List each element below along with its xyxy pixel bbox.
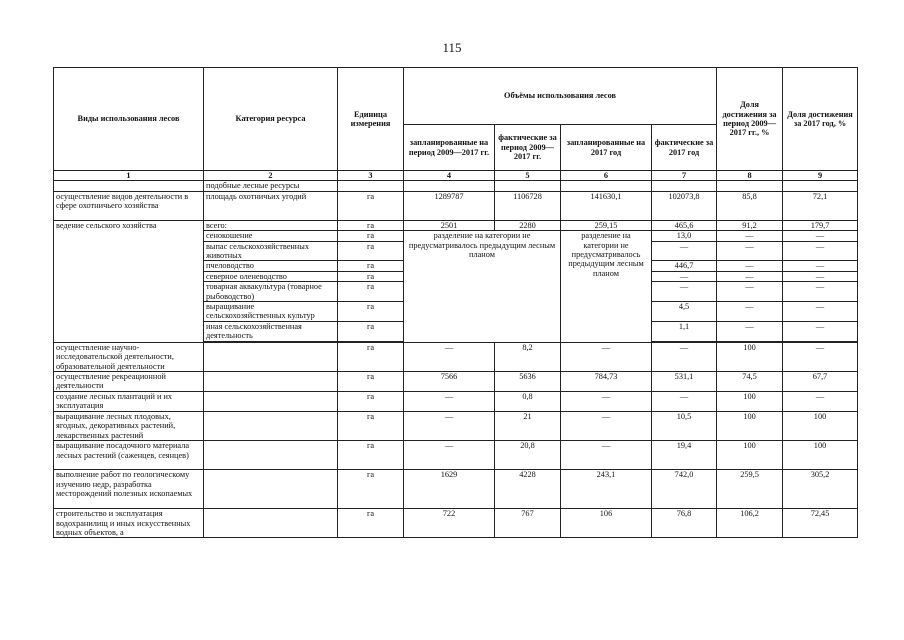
value-cell: 100 [717,441,783,470]
unit-cell: га [338,371,404,391]
value-cell: 2280 [495,220,561,230]
value-cell: 465,6 [652,220,717,230]
value-cell: — [652,271,717,281]
value-cell: 21 [495,411,561,440]
value-cell: — [783,282,858,302]
value-cell: — [717,261,783,271]
table-row [54,411,858,440]
value-cell: — [652,241,717,261]
value-cell: 5636 [495,371,561,391]
type-cell: осуществление видов деятельности в сфере охотничьего хозяйства [54,191,204,220]
table-row [54,391,858,411]
category-cell: выращивание сельскохозяйственных культур [204,302,338,322]
value-cell: 100 [783,441,858,470]
category-cell: пчеловодство [204,261,338,271]
unit-cell: га [338,220,404,230]
value-cell: — [783,261,858,271]
type-cell: выращивание лесных плодовых, ягодных, декоративных растений, лекарственных растений [54,411,204,440]
type-cell: ведение сельского хозяйства [54,220,204,342]
value-cell: — [652,342,717,371]
value-cell: 1629 [404,470,495,509]
table-row [54,509,858,538]
table-row [54,191,858,220]
value-cell: 4228 [495,470,561,509]
category-cell: подобные лесные ресурсы [204,181,338,191]
value-cell: 259,5 [717,470,783,509]
type-cell: выращивание посадочного материала лесных растений (саженцев, сеянцев) [54,441,204,470]
header-share-period: Доля достижения за период 2009—2017 гг., % [717,68,783,171]
merged-note-2017: разделение на категории не предусматривалось предыдущим лесным планом [561,231,652,342]
merged-note-period: разделение на категории не предусматривалось предыдущим лесным планом [404,231,561,342]
unit-cell: га [338,302,404,322]
value-cell: 85,8 [717,191,783,220]
type-cell: выполнение работ по геологическому изучению недр, разработка месторождений полезных ископаемых [54,470,204,509]
value-cell: — [783,391,858,411]
unit-cell: га [338,470,404,509]
value-cell: — [561,411,652,440]
header-unit: Единица измерения [338,68,404,171]
unit-cell: га [338,241,404,261]
type-cell: осуществление рекреационной деятельности [54,371,204,391]
column-numbers-row [54,171,858,181]
value-cell: — [783,302,858,322]
col-number: 6 [561,171,652,181]
value-cell: 2501 [404,220,495,230]
value-cell: 767 [495,509,561,538]
value-cell: 1289787 [404,191,495,220]
table-row [54,342,858,371]
col-number: 5 [495,171,561,181]
category-cell: иная сельскохозяйственная деятельность [204,321,338,341]
unit-cell: га [338,271,404,281]
col-number: 7 [652,171,717,181]
value-cell: — [652,282,717,302]
value-cell: 106,2 [717,509,783,538]
category-cell: выпас сельскохозяйственных животных [204,241,338,261]
value-cell: 0,8 [495,391,561,411]
value-cell: 531,1 [652,371,717,391]
col-number: 1 [54,171,204,181]
value-cell: — [783,271,858,281]
value-cell: 91,2 [717,220,783,230]
value-cell: 67,7 [783,371,858,391]
unit-cell: га [338,321,404,341]
header-planned-period: запланированные на период 2009—2017 гг. [404,125,495,171]
value-cell: 4,5 [652,302,717,322]
table-row [54,470,858,509]
value-cell: 742,0 [652,470,717,509]
value-cell: — [404,441,495,470]
value-cell: 1,1 [652,321,717,341]
value-cell: 179,7 [783,220,858,230]
category-cell: всего: [204,220,338,230]
value-cell: — [404,342,495,371]
value-cell: 7566 [404,371,495,391]
value-cell: — [783,241,858,261]
unit-cell: га [338,441,404,470]
unit-cell: га [338,282,404,302]
col-number: 4 [404,171,495,181]
value-cell: — [717,282,783,302]
header-planned-2017: запланированные на 2017 год [561,125,652,171]
unit-cell: га [338,391,404,411]
type-cell: осуществление научно-исследовательской деятельности, образовательной деятельности [54,342,204,371]
value-cell: 100 [783,411,858,440]
value-cell: — [561,441,652,470]
table-row [54,441,858,470]
unit-cell: га [338,231,404,241]
value-cell: 102073,8 [652,191,717,220]
value-cell: 784,73 [561,371,652,391]
value-cell: — [783,321,858,341]
header-actual-2017: фактические за 2017 год [652,125,717,171]
value-cell: 722 [404,509,495,538]
value-cell: 100 [717,342,783,371]
value-cell: 10,5 [652,411,717,440]
value-cell: — [404,391,495,411]
value-cell: 76,8 [652,509,717,538]
value-cell: — [717,271,783,281]
category-cell: площадь охотничьих угодий [204,191,338,220]
value-cell: — [783,342,858,371]
category-cell: сенокошение [204,231,338,241]
value-cell: 100 [717,391,783,411]
col-number: 8 [717,171,783,181]
table-row [54,371,858,391]
value-cell: 8,2 [495,342,561,371]
unit-cell: га [338,411,404,440]
col-number: 2 [204,171,338,181]
value-cell: 305,2 [783,470,858,509]
value-cell: — [717,241,783,261]
value-cell: — [717,231,783,241]
type-cell: строительство и эксплуатация водохранилищ и иных искусственных водных объектов, а [54,509,204,538]
value-cell: 100 [717,411,783,440]
table-row [54,181,858,191]
value-cell: 13,0 [652,231,717,241]
page-number: 115 [442,40,462,55]
unit-cell: га [338,509,404,538]
type-cell: создание лесных плантаций и их эксплуатация [54,391,204,411]
header-actual-period: фактические за период 2009—2017 гг. [495,125,561,171]
unit-cell: га [338,342,404,371]
category-cell: северное оленеводство [204,271,338,281]
header-volumes: Объёмы использования лесов [404,68,717,125]
value-cell: — [561,342,652,371]
value-cell: 72,1 [783,191,858,220]
value-cell: 1106728 [495,191,561,220]
unit-cell: га [338,261,404,271]
value-cell: — [717,302,783,322]
header-share-2017: Доля достижения за 2017 год, % [783,68,858,171]
category-cell: товарная аквакультура (товарное рыбоводство) [204,282,338,302]
col-number: 3 [338,171,404,181]
col-number: 9 [783,171,858,181]
unit-cell: га [338,191,404,220]
header-category: Категория ресурса [204,68,338,171]
value-cell: 259,15 [561,220,652,230]
value-cell: 72,45 [783,509,858,538]
value-cell: — [717,321,783,341]
value-cell: — [561,391,652,411]
value-cell: — [783,231,858,241]
header-type: Виды использования лесов [54,68,204,171]
table-row [54,220,858,230]
value-cell: 106 [561,509,652,538]
value-cell: 74,5 [717,371,783,391]
value-cell: 20,8 [495,441,561,470]
value-cell: — [404,411,495,440]
value-cell: 141630,1 [561,191,652,220]
forest-use-table [53,67,858,538]
value-cell: 243,1 [561,470,652,509]
value-cell: — [652,391,717,411]
value-cell: 19,4 [652,441,717,470]
value-cell: 446,7 [652,261,717,271]
